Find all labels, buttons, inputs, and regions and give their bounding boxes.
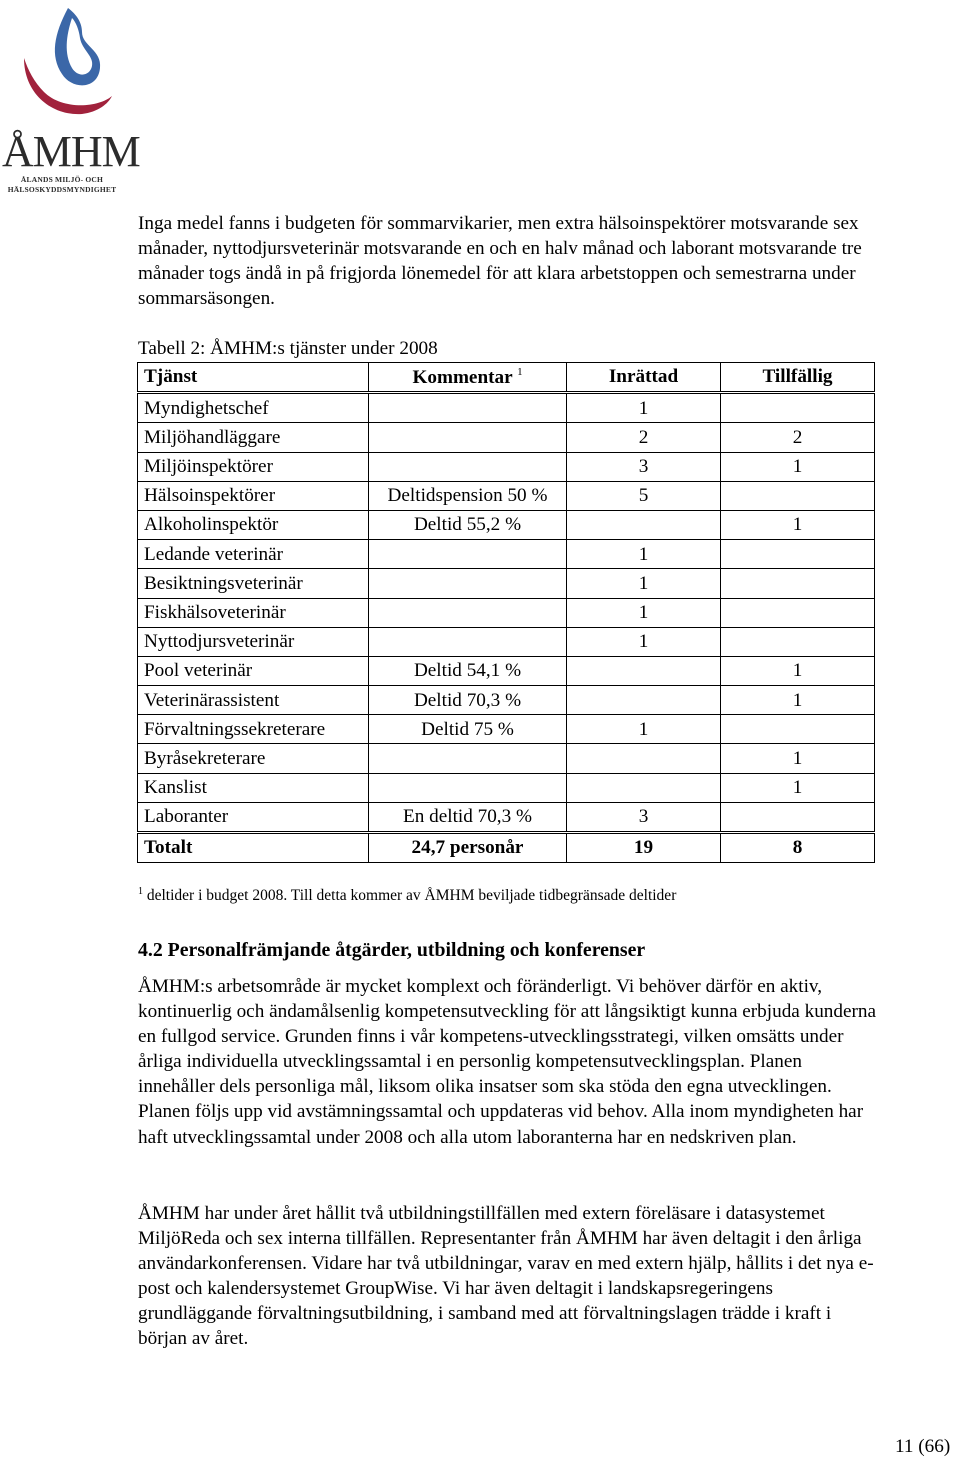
cell-kommentar bbox=[369, 744, 567, 773]
table-footnote bbox=[138, 882, 676, 906]
cell-tjanst: Miljöhandläggare bbox=[138, 423, 369, 452]
table-row bbox=[138, 802, 875, 832]
intro-paragraph: Inga medel fanns i budgeten för sommarvikarier, men extra hälsoinspektörer motsvarande sex månader, nyttodjursveterinär motsvarande en och en halv månad och laborant motsvarande tre månader togs ändå in på frigjorda lönemedel för att klara arbetstoppen och semestrarna under sommarsäsongen. bbox=[138, 213, 862, 310]
total-inrattad: 19 bbox=[567, 833, 721, 863]
cell-inrattad: 2 bbox=[567, 423, 721, 452]
cell-kommentar bbox=[369, 598, 567, 627]
cell-kommentar bbox=[369, 569, 567, 598]
logo-subtitle-line1: ÅLANDS MILJÖ- OCH bbox=[20, 175, 104, 184]
cell-tjanst: Hälsoinspektörer bbox=[138, 481, 369, 510]
cell-tillfallig bbox=[721, 569, 875, 598]
cell-tillfallig bbox=[721, 627, 875, 656]
cell-inrattad bbox=[567, 656, 721, 685]
cell-kommentar: En deltid 70,3 % bbox=[369, 802, 567, 832]
cell-inrattad bbox=[567, 686, 721, 715]
cell-kommentar: Deltidspension 50 % bbox=[369, 481, 567, 510]
header-kommentar: Kommentar $^1$ bbox=[369, 363, 567, 393]
cell-tillfallig bbox=[721, 393, 875, 423]
cell-tillfallig: 1 bbox=[721, 686, 875, 715]
cell-inrattad: 1 bbox=[567, 627, 721, 656]
cell-kommentar bbox=[369, 452, 567, 481]
table-row bbox=[138, 510, 875, 539]
cell-inrattad bbox=[567, 510, 721, 539]
cell-tjanst: Byråsekreterare bbox=[138, 744, 369, 773]
header-tjanst: Tjänst bbox=[138, 363, 369, 393]
cell-kommentar: Deltid 70,3 % bbox=[369, 686, 567, 715]
cell-kommentar: Deltid 75 % bbox=[369, 715, 567, 744]
cell-inrattad bbox=[567, 773, 721, 802]
cell-inrattad: 5 bbox=[567, 481, 721, 510]
cell-tjanst: Nyttodjursveterinär bbox=[138, 627, 369, 656]
section-heading: 4.2 Personalfrämjande åtgärder, utbildning och konferenser bbox=[138, 939, 646, 961]
table-row bbox=[138, 686, 875, 715]
cell-kommentar bbox=[369, 540, 567, 569]
section-paragraph-2: ÅMHM har under året hållit två utbildningstillfällen med extern föreläsare i datasystemet MiljöReda och sex interna tillfällen. Representanter från ÅMHM har även deltagit i den årliga användarkonferensen. Vidare har två utbildningar, varav en med extern hjälp, hållits i det nya e-post och kalendersystemet GroupWise. Vi har även deltagit i landskapsregeringens grundläggande förvaltningsutbildning, i samband med att förvaltningslagen trädde i kraft i början av året. bbox=[138, 1203, 874, 1350]
table-row bbox=[138, 540, 875, 569]
cell-inrattad: 1 bbox=[567, 569, 721, 598]
table-row bbox=[138, 656, 875, 685]
cell-tjanst: Förvaltningssekreterare bbox=[138, 715, 369, 744]
footnote-text: deltider i budget 2008. Till detta kommer av ÅMHM beviljade tidbegränsade deltider bbox=[146, 887, 677, 904]
cell-tillfallig: 1 bbox=[721, 452, 875, 481]
cell-tillfallig bbox=[721, 598, 875, 627]
table-row bbox=[138, 481, 875, 510]
table-row bbox=[138, 744, 875, 773]
authority-logo bbox=[2, 4, 140, 194]
total-kommentar: 24,7 personår bbox=[369, 833, 567, 863]
table-caption: Tabell 2: ÅMHM:s tjänster under 2008 bbox=[138, 338, 438, 359]
header-inrattad: Inrättad bbox=[567, 363, 721, 393]
cell-kommentar bbox=[369, 423, 567, 452]
section-paragraph-1: ÅMHM:s arbetsområde är mycket komplext och föränderligt. Vi behöver därför en aktiv, kontinuerlig och ändamålsenlig kompetensutveckling för att långsiktigt kunna erbjuda kunderna en fullgod service. Grunden finns i vår kompetens-utvecklingsstrategi, vilken omsätts under årliga individuella utvecklingssamtal i en personlig kompetensutvecklingsplan. Planen innehåller dels personliga mål, liksom olika insatser som ska stöda den egna utvecklingen. Planen följs upp vid avstämningssamtal och uppdateras vid behov. Alla inom myndigheten har haft utvecklingssamtal under 2008 och alla utom laboranterna har en nedskriven plan. bbox=[138, 976, 876, 1148]
cell-tjanst: Ledande veterinär bbox=[138, 540, 369, 569]
footnote-marker: 1 bbox=[138, 886, 143, 897]
cell-tjanst: Fiskhälsoveterinär bbox=[138, 598, 369, 627]
cell-inrattad: 1 bbox=[567, 715, 721, 744]
cell-tillfallig: 2 bbox=[721, 423, 875, 452]
table-row bbox=[138, 773, 875, 802]
logo-wordmark: ÅMHM bbox=[2, 127, 140, 176]
cell-tillfallig: 1 bbox=[721, 773, 875, 802]
table-row bbox=[138, 598, 875, 627]
cell-tillfallig bbox=[721, 481, 875, 510]
table-row bbox=[138, 423, 875, 452]
cell-inrattad: 3 bbox=[567, 452, 721, 481]
cell-tillfallig bbox=[721, 802, 875, 832]
cell-kommentar bbox=[369, 627, 567, 656]
cell-inrattad: 3 bbox=[567, 802, 721, 832]
page-number: 11 (66) bbox=[895, 1436, 951, 1457]
cell-tillfallig: 1 bbox=[721, 510, 875, 539]
table-row bbox=[138, 715, 875, 744]
cell-tjanst: Miljöinspektörer bbox=[138, 452, 369, 481]
cell-kommentar: Deltid 55,2 % bbox=[369, 510, 567, 539]
cell-inrattad: 1 bbox=[567, 540, 721, 569]
cell-tillfallig: 1 bbox=[721, 656, 875, 685]
table-row bbox=[138, 393, 875, 423]
logo-swoosh-icon bbox=[2, 4, 120, 134]
cell-kommentar bbox=[369, 773, 567, 802]
total-tjanst: Totalt bbox=[138, 833, 369, 863]
table-row bbox=[138, 569, 875, 598]
cell-tillfallig bbox=[721, 540, 875, 569]
logo-subtitle-line2: HÄLSOSKYDDSMYNDIGHET bbox=[7, 185, 117, 194]
services-table bbox=[137, 362, 875, 863]
cell-inrattad: 1 bbox=[567, 393, 721, 423]
table-total-row bbox=[138, 833, 875, 863]
cell-inrattad bbox=[567, 744, 721, 773]
cell-tjanst: Alkoholinspektör bbox=[138, 510, 369, 539]
cell-tjanst: Myndighetschef bbox=[138, 393, 369, 423]
cell-tillfallig bbox=[721, 715, 875, 744]
header-tillfallig: Tillfällig bbox=[721, 363, 875, 393]
cell-kommentar: Deltid 54,1 % bbox=[369, 656, 567, 685]
table-header-row bbox=[138, 363, 875, 393]
cell-kommentar bbox=[369, 393, 567, 423]
cell-tjanst: Besiktningsveterinär bbox=[138, 569, 369, 598]
cell-tjanst: Laboranter bbox=[138, 802, 369, 832]
cell-inrattad: 1 bbox=[567, 598, 721, 627]
cell-tillfallig: 1 bbox=[721, 744, 875, 773]
header-footnote-marker: 1 bbox=[517, 365, 523, 378]
cell-tjanst: Kanslist bbox=[138, 773, 369, 802]
cell-tjanst: Veterinärassistent bbox=[138, 686, 369, 715]
table-row bbox=[138, 452, 875, 481]
cell-tjanst: Pool veterinär bbox=[138, 656, 369, 685]
table-row bbox=[138, 627, 875, 656]
total-tillfallig: 8 bbox=[721, 833, 875, 863]
